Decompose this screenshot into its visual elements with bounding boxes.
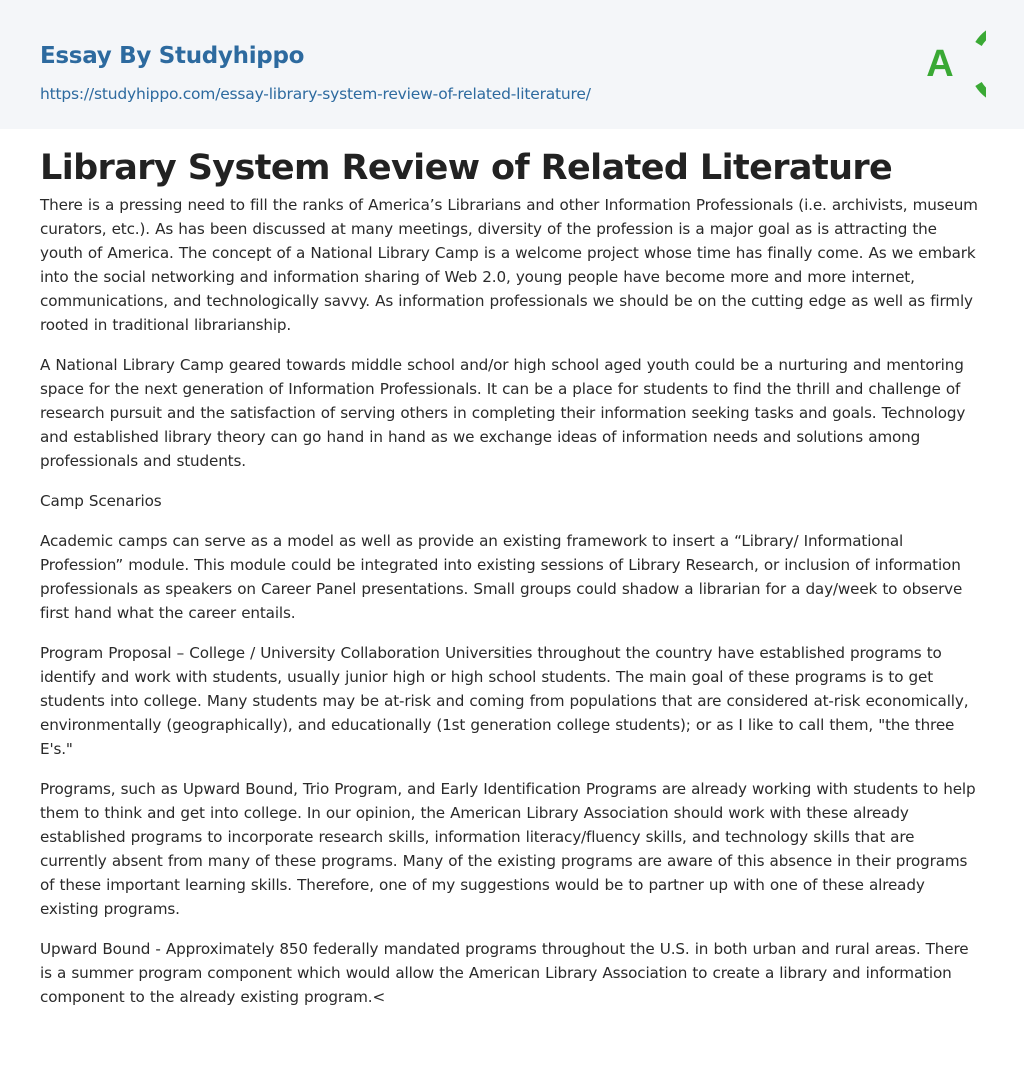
paragraph-1: There is a pressing need to fill the ranks of America’s Librarians and other Information Professionals (i.e. archivists, museum curators, etc.). As has been discussed at many meetings, diversity of the profession is a major goal as is attracting the youth of America. The concept of a National Library Camp is a welcome project whose time has finally come. As we embark into the social networking and information sharing of Web 2.0, young people have become more and more internet, communications, and technologically savvy. As information professionals we should be on the cutting edge as well as firmly rooted in traditional librarianship. [40, 196, 978, 334]
paragraph-3: Academic camps can serve as a model as well as provide an existing framework to insert a “Library/ Informational Profession” module. This module could be integrated into existing sessions of Library Research, or inclusion of information professionals as speakers on Career Panel presentations. Small groups could shadow a librarian for a day/week to observe first hand what the career entails. [40, 532, 963, 622]
article-url-link[interactable]: https://studyhippo.com/essay-library-system-review-of-related-literature/ [40, 85, 591, 103]
article-body [0, 147, 1024, 1009]
site-title[interactable]: Essay By Studyhippo [40, 43, 305, 69]
page-title: Library System Review of Related Literature [40, 148, 893, 188]
paragraph-2: A National Library Camp geared towards middle school and/or high school aged youth could be a nurturing and mentoring space for the next generation of Information Professionals. It can be a place for students to find the thrill and challenge of research pursuit and the satisfaction of serving others in completing their information seeking tasks and goals. Technology and established library theory can go hand in hand as we exchange ideas of information needs and solutions among professionals and students. [40, 356, 966, 470]
site-header [0, 0, 1024, 129]
paragraph-6: Upward Bound - Approximately 850 federally mandated programs throughout the U.S. in both urban and rural areas. There is a summer program component which would allow the American Library Association to create a library and information component to the already existing program.< [40, 940, 969, 1006]
paragraph-5: Programs, such as Upward Bound, Trio Program, and Early Identification Programs are already working with students to help them to think and get into college. In our opinion, the American Library Association should work with these already established programs to incorporate research skills, information literacy/fluency skills, and technology skills that are currently absent from many of these programs. Many of the existing programs are aware of this absence in their programs of these important learning skills. Therefore, one of my suggestions would be to partner up with one of these already existing programs. [40, 780, 976, 918]
logo-letter: A [926, 43, 954, 85]
section-heading-camp-scenarios: Camp Scenarios [40, 492, 162, 510]
brand-logo-icon[interactable] [912, 18, 986, 106]
paragraph-4: Program Proposal – College / University Collaboration Universities throughout the country have established programs to identify and work with students, usually junior high or high school students. The main goal of these programs is to get students into college. Many students may be at-risk and coming from populations that are considered at-risk economically, environmentally (geographically), and educationally (1st generation college students); or as I like to call them, "the three E's." [40, 644, 969, 758]
